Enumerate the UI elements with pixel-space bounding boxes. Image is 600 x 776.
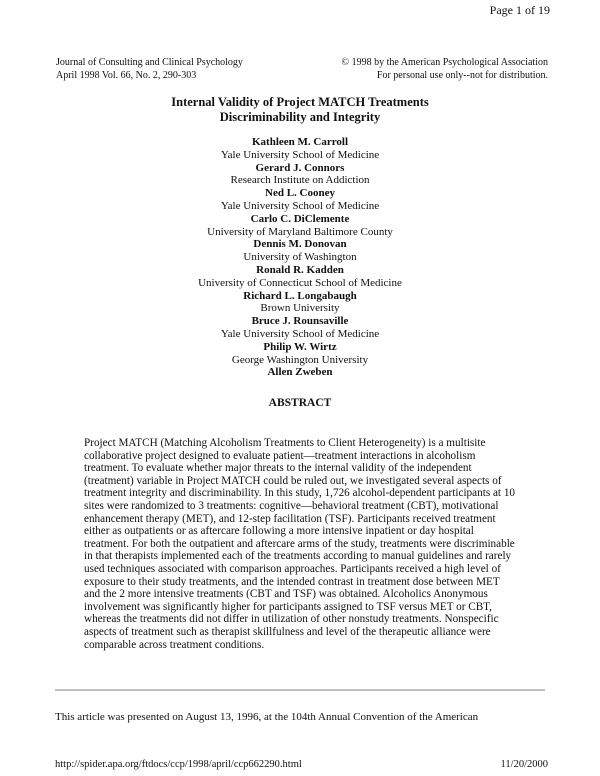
section-divider xyxy=(55,689,545,691)
author-name: Allen Zweben xyxy=(267,366,333,379)
author-affiliation: Brown University xyxy=(260,302,340,315)
title-line-1: Internal Validity of Project MATCH Treatments xyxy=(171,95,429,109)
author-affiliation: George Washington University xyxy=(231,353,369,366)
author-name: Gerard J. Connors xyxy=(255,161,345,174)
author-name: Philip W. Wirtz xyxy=(263,340,337,353)
author-affiliation: Yale University School of Medicine xyxy=(220,148,380,161)
author-name: Ned L. Cooney xyxy=(265,187,335,200)
author-name: Dennis M. Donovan xyxy=(253,238,347,251)
article-title xyxy=(0,95,600,125)
journal-header-left xyxy=(56,56,243,82)
abstract-body: Project MATCH (Matching Alcoholism Treatments to Client Heterogeneity) is a multisite collaborative project designed to evaluate patient—treatment interactions in alcoholism treatment. To evaluate whether major threats to the internal validity of the independent (treatment) variable in Project MATCH could be ruled out, we investigated several aspects of treatment integrity and discriminability. In this study, 1,726 alcohol-dependent participants at 10 sites were randomized to 3 treatments: cognitive—behavioral treatment (CBT), motivational enhancement therapy (MET), and 12-step facilitation (TSF). Participants received treatment either as outpatients or as aftercare following a more intensive inpatient or day hospital treatment. For both the outpatient and aftercare arms of the study, treatments were discriminable in that therapists implemented each of the treatments according to manual guidelines and rarely used techniques associated with comparison approaches. Participants received a high level of exposure to their study treatments, and the intended contrast in treatment dose between MET and the 2 more intensive treatments (CBT and TSF) was obtained. Alcoholics Anonymous involvement was significantly higher for participants assigned to TSF versus MET or CBT, whereas the treatments did not differ in utilization of other nonstudy treatments. Nonspecific aspects of treatment such as therapist skillfulness and level of the therapeutic alliance were comparable across treatment conditions. xyxy=(84,437,516,651)
journal-issue: April 1998 Vol. 66, No. 2, 290-303 xyxy=(56,70,197,81)
author-affiliation: Research Institute on Addiction xyxy=(230,174,370,187)
copyright-notice: © 1998 by the American Psychological Association xyxy=(341,57,548,68)
presentation-footnote: This article was presented on August 13, 1996, at the 104th Annual Convention of the American xyxy=(55,711,479,723)
author-name: Richard L. Longabaugh xyxy=(243,289,357,302)
author-list xyxy=(0,136,600,379)
journal-header-right xyxy=(342,56,548,82)
author-name: Bruce J. Rounsaville xyxy=(251,315,349,328)
title-line-2: Discriminability and Integrity xyxy=(219,110,381,124)
author-name: Ronald R. Kadden xyxy=(256,263,344,276)
author-name: Kathleen M. Carroll xyxy=(251,136,349,148)
abstract-heading: ABSTRACT xyxy=(268,397,332,409)
author-name: Carlo C. DiClemente xyxy=(250,212,350,225)
author-affiliation: University of Connecticut School of Medicine xyxy=(198,276,402,289)
print-date: 11/20/2000 xyxy=(500,759,548,770)
journal-name: Journal of Consulting and Clinical Psychology xyxy=(56,57,243,68)
source-url-link[interactable]: http://spider.apa.org/ftdocs/ccp/1998/april/ccp662290.html xyxy=(55,759,302,770)
page-indicator: Page 1 of 19 xyxy=(489,3,550,17)
author-affiliation: University of Washington xyxy=(243,251,357,264)
author-affiliation: Yale University School of Medicine xyxy=(220,327,380,340)
author-affiliation: University of Maryland Baltimore County xyxy=(207,225,393,238)
author-affiliation: Yale University School of Medicine xyxy=(220,199,380,212)
usage-notice: For personal use only--not for distribution. xyxy=(376,70,548,81)
